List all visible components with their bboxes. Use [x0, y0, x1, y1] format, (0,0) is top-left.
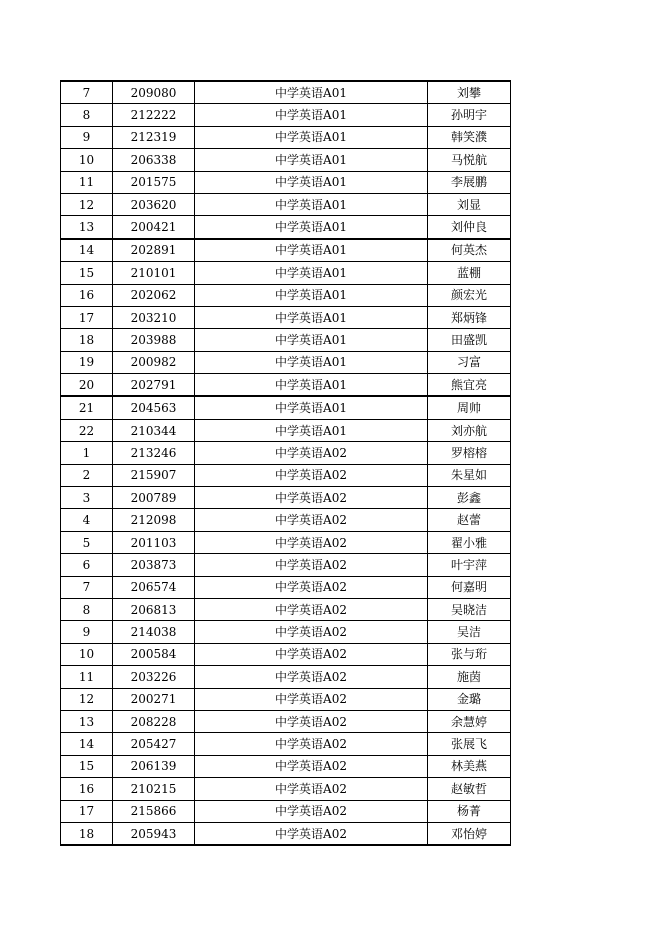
- seq-cell: 11: [61, 171, 113, 193]
- seq-cell: 17: [61, 306, 113, 328]
- seq-cell: 20: [61, 374, 113, 397]
- student-name-cell: 赵敏哲: [428, 778, 511, 800]
- exam-id-cell: 209080: [113, 81, 195, 104]
- seq-cell: 10: [61, 643, 113, 665]
- student-name-cell: 翟小雅: [428, 531, 511, 553]
- subject-cell: 中学英语A01: [195, 171, 428, 193]
- student-name-cell: 颜宏光: [428, 284, 511, 306]
- exam-id-cell: 204563: [113, 396, 195, 419]
- exam-id-cell: 214038: [113, 621, 195, 643]
- student-name-cell: 赵蕾: [428, 509, 511, 531]
- subject-cell: 中学英语A01: [195, 104, 428, 126]
- subject-cell: 中学英语A02: [195, 621, 428, 643]
- seq-cell: 9: [61, 126, 113, 148]
- table-row: [61, 778, 511, 800]
- seq-cell: 10: [61, 149, 113, 171]
- table-row: [61, 442, 511, 464]
- table-row: [61, 643, 511, 665]
- subject-cell: 中学英语A01: [195, 239, 428, 262]
- table-row: [61, 81, 511, 104]
- student-name-cell: 李展鹏: [428, 171, 511, 193]
- seq-cell: 12: [61, 688, 113, 710]
- student-name-cell: 林美燕: [428, 755, 511, 777]
- seq-cell: 14: [61, 239, 113, 262]
- roster-table-body: [61, 81, 511, 845]
- student-name-cell: 刘仲良: [428, 216, 511, 239]
- student-name-cell: 刘显: [428, 193, 511, 215]
- exam-id-cell: 203210: [113, 306, 195, 328]
- subject-cell: 中学英语A01: [195, 262, 428, 284]
- exam-id-cell: 210101: [113, 262, 195, 284]
- seq-cell: 19: [61, 351, 113, 373]
- exam-id-cell: 202062: [113, 284, 195, 306]
- subject-cell: 中学英语A02: [195, 733, 428, 755]
- student-name-cell: 刘亦航: [428, 419, 511, 441]
- student-name-cell: 叶宇萍: [428, 554, 511, 576]
- exam-id-cell: 200789: [113, 487, 195, 509]
- student-name-cell: 杨菁: [428, 800, 511, 822]
- table-row: [61, 374, 511, 397]
- table-row: [61, 710, 511, 732]
- subject-cell: 中学英语A02: [195, 554, 428, 576]
- subject-cell: 中学英语A01: [195, 396, 428, 419]
- seq-cell: 14: [61, 733, 113, 755]
- table-row: [61, 621, 511, 643]
- subject-cell: 中学英语A02: [195, 710, 428, 732]
- exam-id-cell: 200584: [113, 643, 195, 665]
- subject-cell: 中学英语A02: [195, 487, 428, 509]
- table-row: [61, 822, 511, 845]
- subject-cell: 中学英语A02: [195, 531, 428, 553]
- student-name-cell: 朱星如: [428, 464, 511, 486]
- student-name-cell: 何嘉明: [428, 576, 511, 598]
- exam-id-cell: 200982: [113, 351, 195, 373]
- seq-cell: 4: [61, 509, 113, 531]
- subject-cell: 中学英语A01: [195, 284, 428, 306]
- table-row: [61, 262, 511, 284]
- exam-id-cell: 203620: [113, 193, 195, 215]
- exam-id-cell: 215866: [113, 800, 195, 822]
- exam-id-cell: 212098: [113, 509, 195, 531]
- table-row: [61, 688, 511, 710]
- subject-cell: 中学英语A02: [195, 576, 428, 598]
- exam-id-cell: 200421: [113, 216, 195, 239]
- seq-cell: 18: [61, 329, 113, 351]
- student-name-cell: 田盛凯: [428, 329, 511, 351]
- subject-cell: 中学英语A01: [195, 329, 428, 351]
- seq-cell: 17: [61, 800, 113, 822]
- seq-cell: 2: [61, 464, 113, 486]
- exam-id-cell: 208228: [113, 710, 195, 732]
- seq-cell: 7: [61, 81, 113, 104]
- subject-cell: 中学英语A01: [195, 306, 428, 328]
- student-name-cell: 郑炳锋: [428, 306, 511, 328]
- subject-cell: 中学英语A02: [195, 778, 428, 800]
- student-name-cell: 张与珩: [428, 643, 511, 665]
- table-row: [61, 576, 511, 598]
- table-row: [61, 733, 511, 755]
- subject-cell: 中学英语A02: [195, 464, 428, 486]
- subject-cell: 中学英语A02: [195, 822, 428, 845]
- table-row: [61, 554, 511, 576]
- table-row: [61, 598, 511, 620]
- seq-cell: 9: [61, 621, 113, 643]
- subject-cell: 中学英语A02: [195, 755, 428, 777]
- student-name-cell: 彭鑫: [428, 487, 511, 509]
- exam-id-cell: 205427: [113, 733, 195, 755]
- seq-cell: 6: [61, 554, 113, 576]
- exam-id-cell: 203873: [113, 554, 195, 576]
- seq-cell: 13: [61, 710, 113, 732]
- seq-cell: 16: [61, 778, 113, 800]
- student-name-cell: 蓝棚: [428, 262, 511, 284]
- seq-cell: 15: [61, 262, 113, 284]
- student-name-cell: 何英杰: [428, 239, 511, 262]
- subject-cell: 中学英语A02: [195, 688, 428, 710]
- student-name-cell: 韩笑濮: [428, 126, 511, 148]
- table-row: [61, 149, 511, 171]
- subject-cell: 中学英语A02: [195, 442, 428, 464]
- student-name-cell: 余慧婷: [428, 710, 511, 732]
- table-row: [61, 396, 511, 419]
- student-name-cell: 吴洁: [428, 621, 511, 643]
- table-row: [61, 193, 511, 215]
- exam-id-cell: 212319: [113, 126, 195, 148]
- seq-cell: 3: [61, 487, 113, 509]
- table-row: [61, 171, 511, 193]
- exam-id-cell: 202791: [113, 374, 195, 397]
- exam-id-cell: 215907: [113, 464, 195, 486]
- subject-cell: 中学英语A01: [195, 351, 428, 373]
- table-row: [61, 216, 511, 239]
- seq-cell: 5: [61, 531, 113, 553]
- table-row: [61, 509, 511, 531]
- table-row: [61, 351, 511, 373]
- student-name-cell: 习富: [428, 351, 511, 373]
- seq-cell: 11: [61, 666, 113, 688]
- table-row: [61, 419, 511, 441]
- exam-id-cell: 203226: [113, 666, 195, 688]
- student-name-cell: 邓怡婷: [428, 822, 511, 845]
- seq-cell: 13: [61, 216, 113, 239]
- subject-cell: 中学英语A01: [195, 149, 428, 171]
- seq-cell: 8: [61, 104, 113, 126]
- seq-cell: 7: [61, 576, 113, 598]
- student-name-cell: 刘攀: [428, 81, 511, 104]
- exam-id-cell: 213246: [113, 442, 195, 464]
- table-row: [61, 284, 511, 306]
- exam-id-cell: 206813: [113, 598, 195, 620]
- exam-id-cell: 201575: [113, 171, 195, 193]
- seq-cell: 21: [61, 396, 113, 419]
- table-row: [61, 531, 511, 553]
- exam-id-cell: 206139: [113, 755, 195, 777]
- seq-cell: 1: [61, 442, 113, 464]
- seq-cell: 15: [61, 755, 113, 777]
- table-row: [61, 487, 511, 509]
- table-row: [61, 755, 511, 777]
- subject-cell: 中学英语A02: [195, 598, 428, 620]
- subject-cell: 中学英语A02: [195, 643, 428, 665]
- subject-cell: 中学英语A02: [195, 509, 428, 531]
- student-name-cell: 施茵: [428, 666, 511, 688]
- exam-id-cell: 210215: [113, 778, 195, 800]
- roster-table: [60, 80, 511, 846]
- table-row: [61, 666, 511, 688]
- student-name-cell: 孙明宇: [428, 104, 511, 126]
- student-name-cell: 熊宜亮: [428, 374, 511, 397]
- subject-cell: 中学英语A01: [195, 374, 428, 397]
- student-name-cell: 张展飞: [428, 733, 511, 755]
- exam-id-cell: 206574: [113, 576, 195, 598]
- subject-cell: 中学英语A01: [195, 193, 428, 215]
- exam-id-cell: 205943: [113, 822, 195, 845]
- seq-cell: 12: [61, 193, 113, 215]
- student-name-cell: 周帅: [428, 396, 511, 419]
- table-row: [61, 464, 511, 486]
- table-row: [61, 329, 511, 351]
- seq-cell: 22: [61, 419, 113, 441]
- subject-cell: 中学英语A01: [195, 216, 428, 239]
- student-name-cell: 马悦航: [428, 149, 511, 171]
- seq-cell: 18: [61, 822, 113, 845]
- seq-cell: 8: [61, 598, 113, 620]
- exam-id-cell: 212222: [113, 104, 195, 126]
- table-row: [61, 126, 511, 148]
- student-name-cell: 罗榕榕: [428, 442, 511, 464]
- seq-cell: 16: [61, 284, 113, 306]
- student-name-cell: 金璐: [428, 688, 511, 710]
- subject-cell: 中学英语A02: [195, 800, 428, 822]
- exam-id-cell: 200271: [113, 688, 195, 710]
- exam-id-cell: 201103: [113, 531, 195, 553]
- exam-id-cell: 203988: [113, 329, 195, 351]
- table-row: [61, 800, 511, 822]
- table-row: [61, 104, 511, 126]
- student-name-cell: 吴晓洁: [428, 598, 511, 620]
- subject-cell: 中学英语A01: [195, 419, 428, 441]
- subject-cell: 中学英语A02: [195, 666, 428, 688]
- exam-id-cell: 210344: [113, 419, 195, 441]
- subject-cell: 中学英语A01: [195, 126, 428, 148]
- subject-cell: 中学英语A01: [195, 81, 428, 104]
- table-row: [61, 306, 511, 328]
- exam-id-cell: 206338: [113, 149, 195, 171]
- table-row: [61, 239, 511, 262]
- exam-id-cell: 202891: [113, 239, 195, 262]
